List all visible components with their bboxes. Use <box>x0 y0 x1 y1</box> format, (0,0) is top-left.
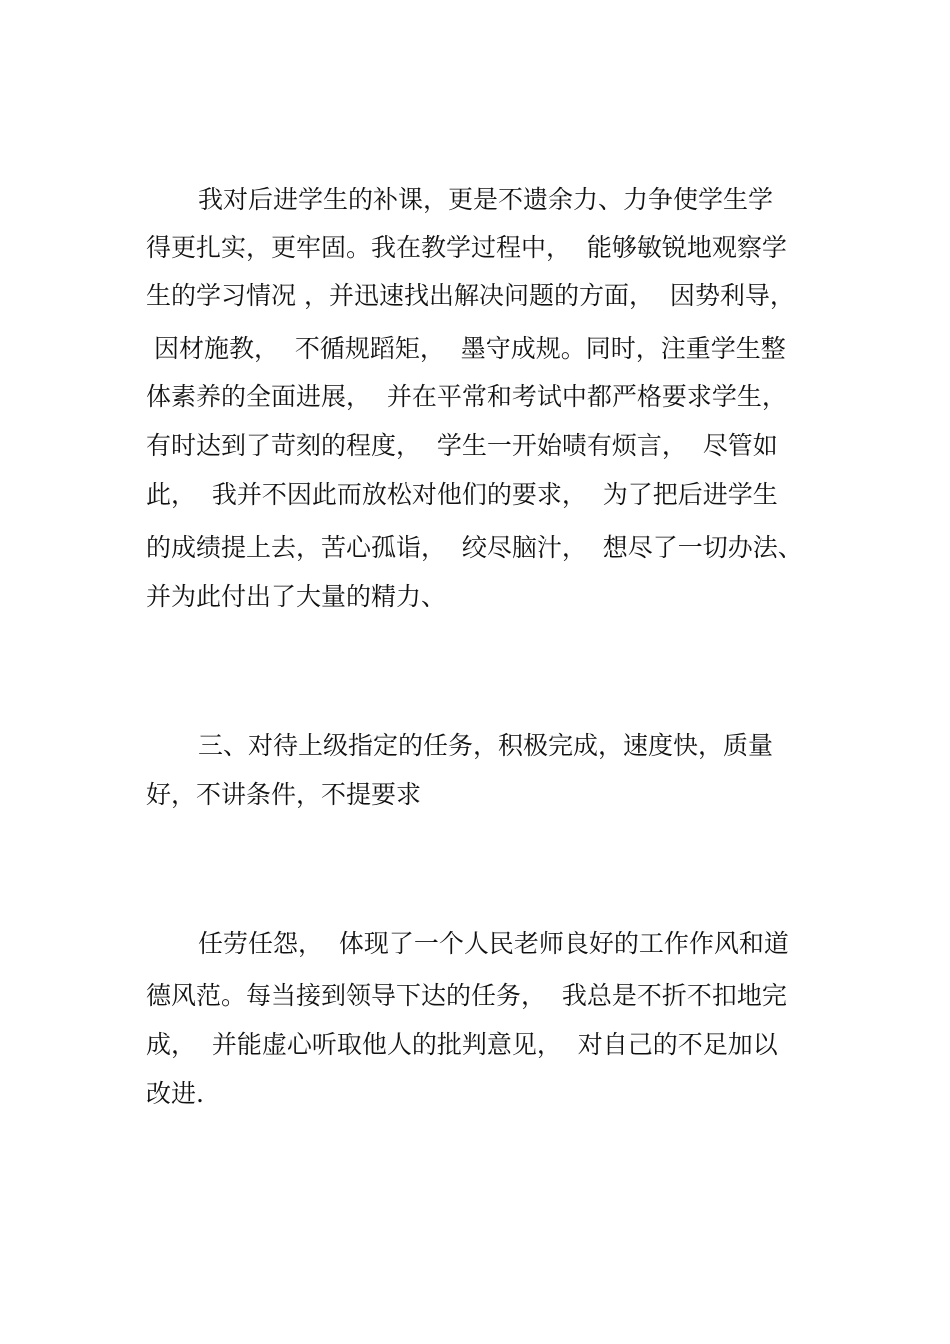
section-heading-line: 三、对待上级指定的任务，积极完成，速度快，质量 <box>198 731 774 760</box>
paragraph-line: 我对后进学生的补课，更是不遗余力、力争使学生学 <box>198 185 774 214</box>
paragraph-line: 任劳任怨， 体现了一个人民老师良好的工作作风和道 <box>198 929 789 958</box>
paragraph-line: 此， 我并不因此而放松对他们的要求， 为了把后进学生 <box>146 480 778 509</box>
paragraph-line: 有时达到了苛刻的程度， 学生一开始啧有烦言， 尽管如 <box>146 431 778 460</box>
paragraph-line: 改进. <box>146 1079 204 1108</box>
section-heading-line: 好，不讲条件，不提要求 <box>146 780 422 809</box>
paragraph-line: 并为此付出了大量的精力、 <box>146 582 447 611</box>
paragraph-line: 体素养的全面进展， 并在平常和考试中都严格要求学生， <box>146 382 787 411</box>
paragraph-line: 生的学习情况 ，并迅速找出解决问题的方面， 因势利导， <box>146 281 795 310</box>
paragraph-line: 成， 并能虚心听取他人的批判意见， 对自己的不足加以 <box>146 1030 778 1059</box>
paragraph-line: 的成绩提上去，苦心孤诣， 绞尽脑汁， 想尽了一切办法、 <box>146 533 803 562</box>
paragraph-line: 得更扎实，更牢固。我在教学过程中， 能够敏锐地观察学 <box>146 233 787 262</box>
paragraph-line: 因材施教， 不循规蹈矩， 墨守成规。同时，注重学生整 <box>146 334 786 363</box>
paragraph-line: 德风范。每当接到领导下达的任务， 我总是不折不扣地完 <box>146 981 787 1010</box>
